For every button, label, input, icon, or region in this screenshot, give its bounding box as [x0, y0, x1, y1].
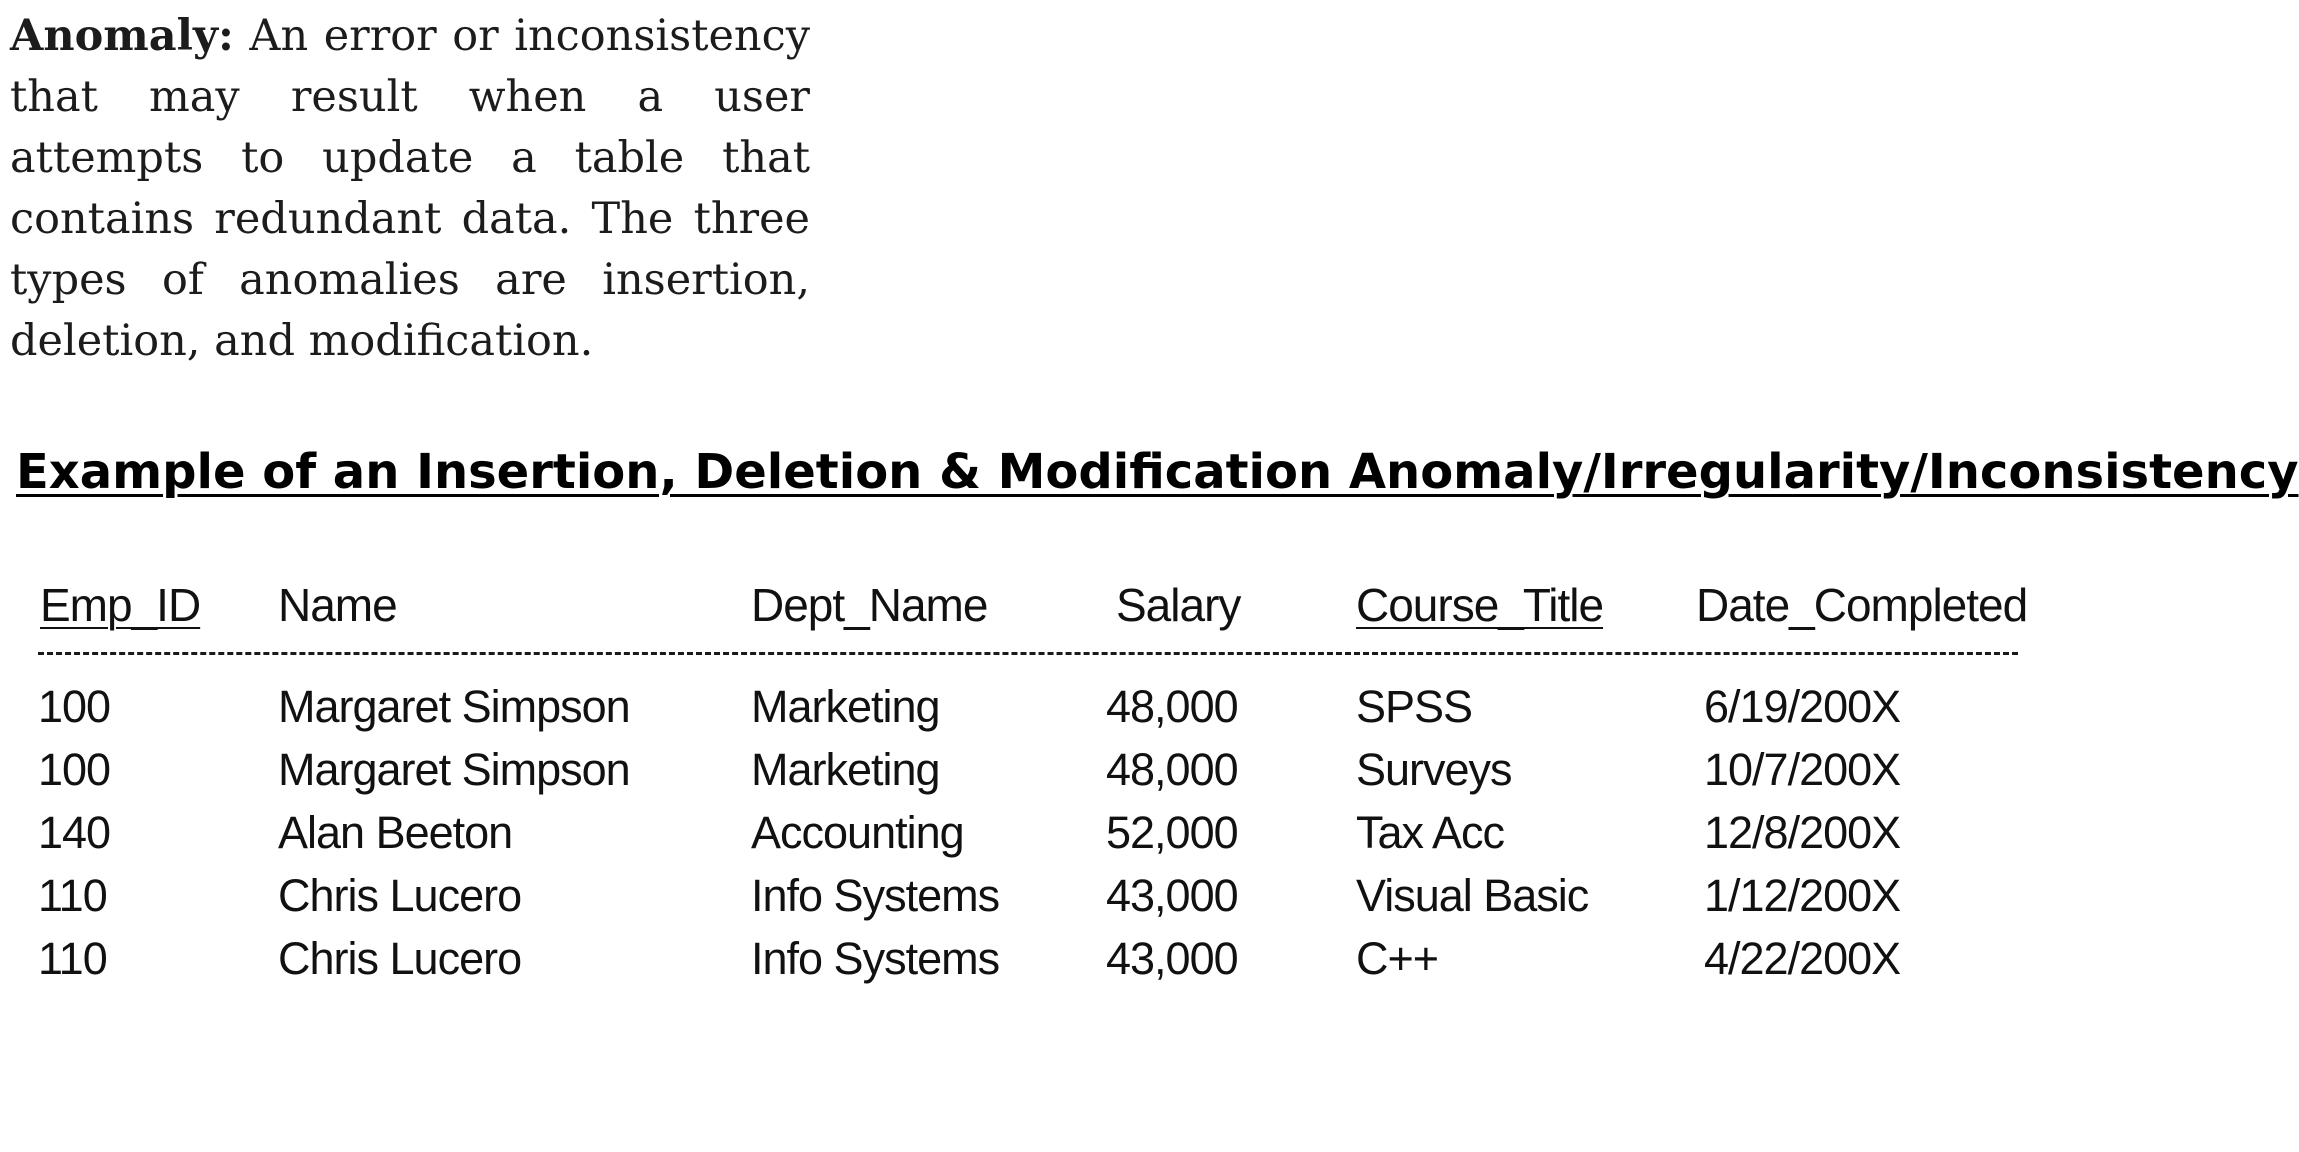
- cell-date-completed: 4/22/200X: [1704, 932, 1901, 984]
- cell-date-completed: 6/19/200X: [1704, 680, 1901, 732]
- cell-dept-name: Info Systems: [751, 932, 1000, 984]
- cell-salary: 43,000: [1106, 869, 1238, 921]
- employee-course-table: [38, 570, 2028, 990]
- table-row: [38, 675, 2018, 738]
- cell-salary: 48,000: [1106, 680, 1238, 732]
- column-header-emp-id: Emp_ID: [40, 579, 201, 631]
- definition-text: An error or inconsistency that may result when a user attempts to update a table that contains redundant data. The three types of anomalies are insertion, deletion, and modification.: [10, 11, 811, 366]
- cell-course-title: SPSS: [1356, 680, 1473, 732]
- table-body: [38, 675, 2018, 990]
- column-header-name: Name: [278, 579, 397, 631]
- cell-dept-name: Info Systems: [751, 869, 1000, 921]
- column-header-dept-name: Dept_Name: [751, 579, 988, 631]
- cell-emp-id: 100: [38, 680, 111, 732]
- table-row: [38, 738, 2018, 801]
- table-header-row: [38, 570, 2028, 632]
- cell-emp-id: 110: [38, 869, 107, 921]
- cell-dept-name: Accounting: [751, 806, 964, 858]
- cell-course-title: Tax Acc: [1356, 806, 1505, 858]
- cell-salary: 48,000: [1106, 743, 1238, 795]
- cell-name: Alan Beeton: [278, 806, 513, 858]
- cell-dept-name: Marketing: [751, 680, 940, 732]
- cell-salary: 52,000: [1106, 806, 1238, 858]
- example-heading: Example of an Insertion, Deletion & Modification Anomaly/Irregularity/Inconsistency: [16, 444, 2299, 500]
- cell-dept-name: Marketing: [751, 743, 940, 795]
- table-row: [38, 801, 2018, 864]
- cell-name: Chris Lucero: [278, 869, 522, 921]
- cell-emp-id: 100: [38, 743, 111, 795]
- cell-name: Chris Lucero: [278, 932, 522, 984]
- cell-course-title: Visual Basic: [1356, 869, 1589, 921]
- cell-course-title: C++: [1356, 932, 1439, 984]
- cell-date-completed: 12/8/200X: [1704, 806, 1901, 858]
- anomaly-definition: [10, 6, 810, 372]
- cell-date-completed: 1/12/200X: [1704, 869, 1901, 921]
- cell-emp-id: 110: [38, 932, 107, 984]
- table-row: [38, 864, 2018, 927]
- column-header-date-completed: Date_Completed: [1696, 579, 2028, 631]
- header-divider: [38, 652, 2018, 655]
- definition-term: Anomaly:: [10, 11, 234, 61]
- cell-emp-id: 140: [38, 806, 111, 858]
- cell-salary: 43,000: [1106, 932, 1238, 984]
- column-header-course-title: Course_Title: [1356, 579, 1604, 631]
- table-row: [38, 927, 2018, 990]
- cell-course-title: Surveys: [1356, 743, 1512, 795]
- column-header-salary: Salary: [1116, 579, 1241, 631]
- cell-date-completed: 10/7/200X: [1704, 743, 1901, 795]
- cell-name: Margaret Simpson: [278, 680, 630, 732]
- cell-name: Margaret Simpson: [278, 743, 630, 795]
